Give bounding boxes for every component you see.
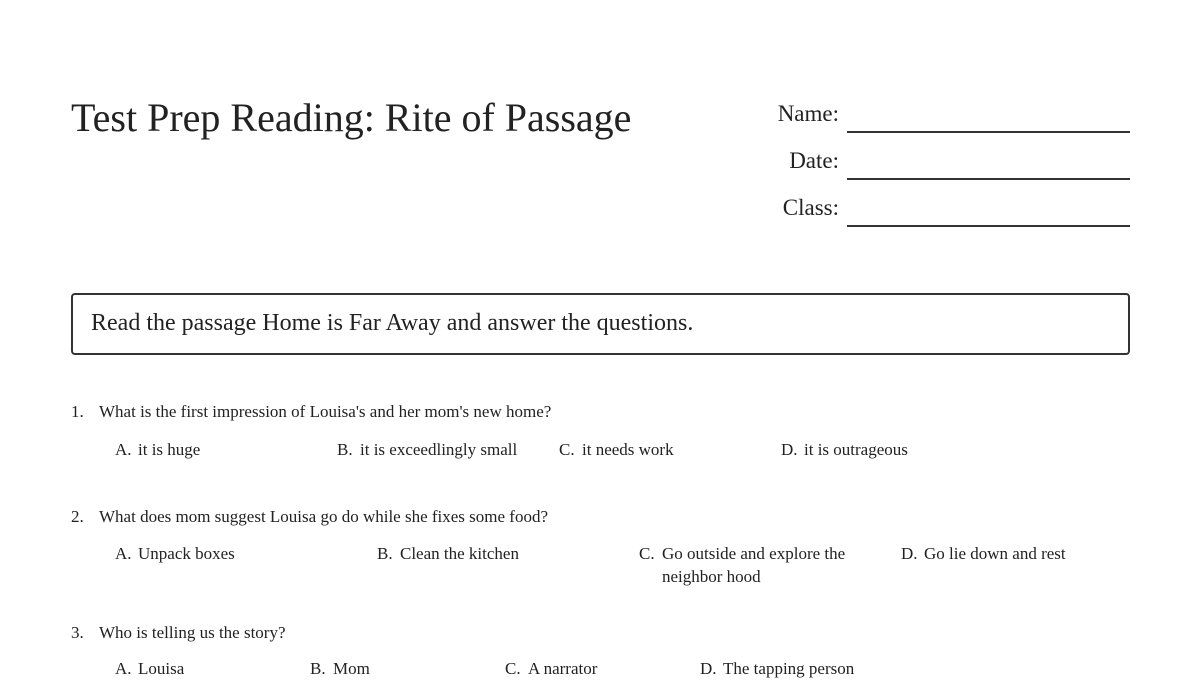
option-letter: B. [310,659,326,678]
answer-option[interactable] [337,438,552,461]
option-text: it is exceedlingly small [360,440,518,459]
option-text: Louisa [138,659,185,678]
option-letter: C. [559,440,575,459]
option-text: A narrator [528,659,598,678]
date-label: Date: [789,148,839,173]
option-letter: D. [700,659,717,678]
option-text: it is outrageous [804,440,908,459]
option-text: Unpack boxes [138,544,235,563]
question-number: 2. [71,507,84,526]
option-letter: B. [377,544,393,563]
answer-option[interactable] [901,542,1131,565]
option-text: Mom [333,659,370,678]
option-letter: A. [115,544,132,563]
instruction-text: Read the passage Home is Far Away and answer the questions. [91,310,694,336]
option-letter: C. [639,544,655,563]
question-number: 1. [71,402,84,421]
answer-option[interactable] [559,438,769,461]
option-letter: A. [115,659,132,678]
option-text: The tapping person [723,659,855,678]
class-field[interactable] [847,225,1130,227]
answer-option[interactable] [377,542,617,565]
class-label: Class: [782,195,839,220]
question-text: Who is telling us the story? [99,623,286,642]
option-text: it is huge [138,440,201,459]
page-title: Test Prep Reading: Rite of Passage [71,95,632,140]
option-letter: D. [901,544,918,563]
option-text: Go lie down and rest [924,544,1066,563]
answer-option[interactable] [115,542,355,565]
option-text: Clean the kitchen [400,544,519,563]
answer-option[interactable] [700,657,920,680]
answer-option[interactable] [781,438,1001,461]
question-number: 3. [71,623,84,642]
date-field[interactable] [847,178,1130,180]
option-letter: A. [115,440,132,459]
option-letter: D. [781,440,798,459]
instruction-box [71,293,1130,355]
question-text: What does mom suggest Louisa go do while she fixes some food? [99,507,549,526]
name-label: Name: [777,101,839,126]
question-text: What is the first impression of Louisa's and her mom's new home? [99,402,552,421]
answer-option[interactable] [505,657,685,680]
option-letter: C. [505,659,521,678]
answer-option[interactable] [115,657,295,680]
answer-option[interactable] [639,542,864,588]
option-text: Go outside and explore the neighbor hood [662,544,846,586]
option-text: it needs work [582,440,674,459]
option-letter: B. [337,440,353,459]
name-field[interactable] [847,131,1130,133]
answer-option[interactable] [310,657,490,680]
answer-option[interactable] [115,438,325,461]
